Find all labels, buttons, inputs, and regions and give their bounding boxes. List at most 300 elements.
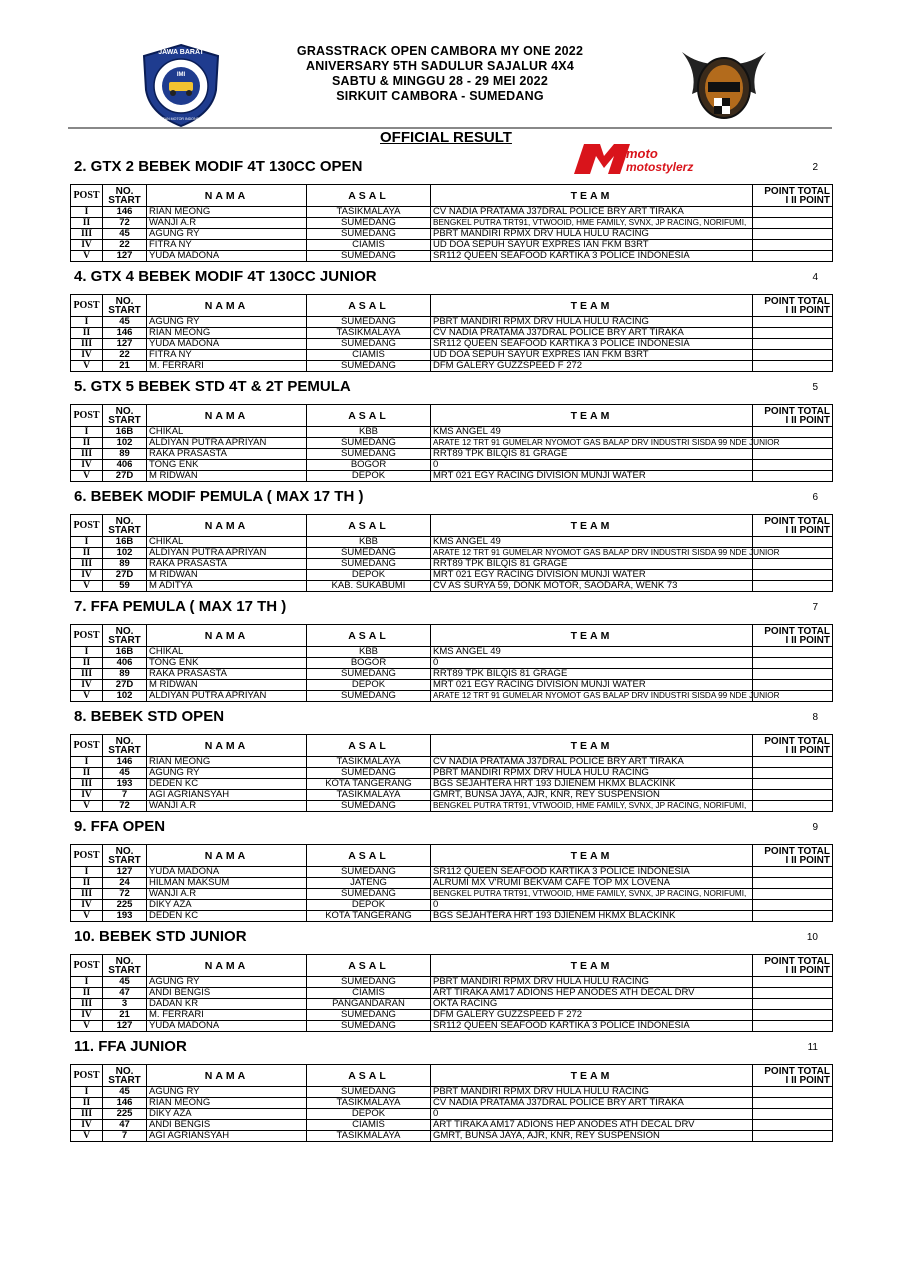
position: IV	[71, 240, 103, 251]
start-number: 127	[103, 251, 147, 262]
result-row	[71, 229, 833, 240]
start-number: 45	[103, 1087, 147, 1098]
start-number: 22	[103, 350, 147, 361]
rider-name: AGUNG RY	[147, 1087, 307, 1098]
header-points: POINT TOTAL I II POINT	[753, 515, 833, 537]
position: I	[71, 317, 103, 328]
points-cell	[753, 801, 833, 812]
position: III	[71, 559, 103, 570]
result-row	[71, 449, 833, 460]
header-nama: NAMA	[147, 185, 307, 207]
rider-team: KMS ANGEL 49	[431, 427, 753, 438]
result-row	[71, 900, 833, 911]
table-header	[71, 735, 833, 757]
header-points: POINT TOTAL I II POINT	[753, 405, 833, 427]
rider-origin: CIAMIS	[307, 1120, 431, 1131]
start-number: 45	[103, 977, 147, 988]
result-row	[71, 779, 833, 790]
rider-name: AGUNG RY	[147, 229, 307, 240]
header-asal: ASAL	[307, 405, 431, 427]
rider-team: PBRT MANDIRI RPMX DRV HULA HULU RACING	[431, 317, 753, 328]
results-table	[70, 734, 833, 812]
class-title: 2. GTX 2 BEBEK MODIF 4T 130CC OPEN	[74, 158, 363, 175]
rider-team: ART TIRAKA AM17 ADIONS HEP ANODES ATH DECAL DRV	[431, 1120, 753, 1131]
rider-name: M RIDWAN	[147, 680, 307, 691]
start-number: 24	[103, 878, 147, 889]
rider-name: RIAN MEONG	[147, 757, 307, 768]
start-number: 22	[103, 240, 147, 251]
rider-team: MRT 021 EGY RACING DIVISION MUNJI WATER	[431, 570, 753, 581]
rider-team: SR112 QUEEN SEAFOOD KARTIKA 3 POLICE INDONESIA	[431, 1021, 753, 1032]
table-header	[71, 185, 833, 207]
header-asal: ASAL	[307, 845, 431, 867]
points-cell	[753, 427, 833, 438]
rider-name: M RIDWAN	[147, 471, 307, 482]
class-title: 7. FFA PEMULA ( MAX 17 TH )	[74, 598, 287, 615]
points-cell	[753, 878, 833, 889]
rider-team: ARATE 12 TRT 91 GUMELAR NYOMOT GAS BALAP DRV INDUSTRI SISDA 99 NDE JUNIOR	[431, 548, 753, 559]
rider-origin: DEPOK	[307, 570, 431, 581]
points-cell	[753, 1098, 833, 1109]
rider-origin: SUMEDANG	[307, 889, 431, 900]
rider-origin: TASIKMALAYA	[307, 790, 431, 801]
header-post: POST	[71, 405, 103, 427]
points-cell	[753, 317, 833, 328]
rider-name: TONG ENK	[147, 658, 307, 669]
result-row	[71, 1087, 833, 1098]
rider-name: HILMAN MAKSUM	[147, 878, 307, 889]
rider-team: CV NADIA PRATAMA J37DRAL POLICE BRY ART TIRAKA	[431, 1098, 753, 1109]
rider-origin: SUMEDANG	[307, 218, 431, 229]
points-cell	[753, 570, 833, 581]
points-cell	[753, 999, 833, 1010]
rider-team: CV NADIA PRATAMA J37DRAL POLICE BRY ART TIRAKA	[431, 207, 753, 218]
position: III	[71, 449, 103, 460]
result-row	[71, 1131, 833, 1142]
result-row	[71, 1098, 833, 1109]
results-table	[70, 514, 833, 592]
header-post: POST	[71, 515, 103, 537]
rider-team: ART TIRAKA AM17 ADIONS HEP ANODES ATH DECAL DRV	[431, 988, 753, 999]
rider-name: RIAN MEONG	[147, 207, 307, 218]
result-row	[71, 339, 833, 350]
header-asal: ASAL	[307, 185, 431, 207]
points-cell	[753, 900, 833, 911]
start-number: 47	[103, 988, 147, 999]
start-number: 406	[103, 658, 147, 669]
rider-name: AGI AGRIANSYAH	[147, 1131, 307, 1142]
rider-team: 0	[431, 1109, 753, 1120]
header-post: POST	[71, 185, 103, 207]
header-points: POINT TOTAL I II POINT	[753, 185, 833, 207]
rider-team: PBRT MANDIRI RPMX DRV HULA HULU RACING	[431, 768, 753, 779]
rider-name: ALDIYAN PUTRA APRIYAN	[147, 438, 307, 449]
class-number: 4	[812, 272, 818, 283]
rider-origin: SUMEDANG	[307, 449, 431, 460]
results-table	[70, 624, 833, 702]
start-number: 72	[103, 218, 147, 229]
rider-name: AGUNG RY	[147, 977, 307, 988]
start-number: 102	[103, 548, 147, 559]
results-table	[70, 1064, 833, 1142]
rider-name: M ADITYA	[147, 581, 307, 592]
rider-name: DEDEN KC	[147, 779, 307, 790]
points-cell	[753, 339, 833, 350]
header-nama: NAMA	[147, 1065, 307, 1087]
position: IV	[71, 900, 103, 911]
class-number: 9	[812, 822, 818, 833]
rider-origin: TASIKMALAYA	[307, 1131, 431, 1142]
rider-origin: TASIKMALAYA	[307, 757, 431, 768]
header-team: TEAM	[431, 515, 753, 537]
rider-team: ARATE 12 TRT 91 GUMELAR NYOMOT GAS BALAP DRV INDUSTRI SISDA 99 NDE JUNIOR	[431, 691, 753, 702]
rider-team: UD DOA SEPUH SAYUR EXPRES IAN FKM B3RT	[431, 350, 753, 361]
points-cell	[753, 867, 833, 878]
rider-name: CHIKAL	[147, 537, 307, 548]
points-cell	[753, 911, 833, 922]
result-row	[71, 460, 833, 471]
header-team: TEAM	[431, 955, 753, 977]
start-number: 45	[103, 229, 147, 240]
result-row	[71, 867, 833, 878]
class-title: 11. FFA JUNIOR	[74, 1038, 187, 1055]
rider-origin: SUMEDANG	[307, 669, 431, 680]
title-line-3: SABTU & MINGGU 28 - 29 MEI 2022	[332, 74, 548, 88]
rider-origin: PANGANDARAN	[307, 999, 431, 1010]
header-no-start: NO. START	[103, 625, 147, 647]
rider-origin: KOTA TANGERANG	[307, 779, 431, 790]
result-row	[71, 768, 833, 779]
header-no-start: NO. START	[103, 185, 147, 207]
header-no-start: NO. START	[103, 1065, 147, 1087]
result-row	[71, 240, 833, 251]
points-cell	[753, 1120, 833, 1131]
class-title: 5. GTX 5 BEBEK STD 4T & 2T PEMULA	[74, 378, 351, 395]
start-number: 47	[103, 1120, 147, 1131]
points-cell	[753, 460, 833, 471]
rider-name: WANJI A.R	[147, 801, 307, 812]
table-header	[71, 845, 833, 867]
rider-team: DFM GALERY GUZZSPEED F 272	[431, 1010, 753, 1021]
position: II	[71, 548, 103, 559]
start-number: 7	[103, 1131, 147, 1142]
results-table	[70, 404, 833, 482]
position: V	[71, 911, 103, 922]
rider-name: RIAN MEONG	[147, 1098, 307, 1109]
rider-name: DADAN KR	[147, 999, 307, 1010]
position: I	[71, 537, 103, 548]
rider-origin: SUMEDANG	[307, 691, 431, 702]
motostylerz-sponsor-logo	[570, 138, 694, 180]
rider-team: ARATE 12 TRT 91 GUMELAR NYOMOT GAS BALAP DRV INDUSTRI SISDA 99 NDE JUNIOR	[431, 438, 753, 449]
rider-name: TONG ENK	[147, 460, 307, 471]
rider-team: UD DOA SEPUH SAYUR EXPRES IAN FKM B3RT	[431, 240, 753, 251]
position: III	[71, 889, 103, 900]
rider-name: RAKA PRASASTA	[147, 449, 307, 460]
rider-origin: SUMEDANG	[307, 977, 431, 988]
start-number: 89	[103, 449, 147, 460]
position: V	[71, 1021, 103, 1032]
rider-team: BGS SEJAHTERA HRT 193 DJIENEM HKMX BLACKINK	[431, 779, 753, 790]
points-cell	[753, 889, 833, 900]
position: V	[71, 251, 103, 262]
position: IV	[71, 680, 103, 691]
rider-name: FITRA NY	[147, 240, 307, 251]
position: I	[71, 647, 103, 658]
class-title: 6. BEBEK MODIF PEMULA ( MAX 17 TH )	[74, 488, 364, 505]
result-row	[71, 317, 833, 328]
table-header	[71, 515, 833, 537]
position: I	[71, 1087, 103, 1098]
start-number: 72	[103, 889, 147, 900]
header-points: POINT TOTAL I II POINT	[753, 735, 833, 757]
result-row	[71, 581, 833, 592]
result-row	[71, 548, 833, 559]
rider-origin: CIAMIS	[307, 350, 431, 361]
rider-team: BENGKEL PUTRA TRT91, VTWOOID, HME FAMILY, SVNX, JP RACING, NORIFUMI,	[431, 801, 753, 812]
rider-team: CV AS SURYA 59, DONK MOTOR, SAODARA, WENK 73	[431, 581, 753, 592]
header-nama: NAMA	[147, 625, 307, 647]
rider-team: GMRT, BUNSA JAYA, AJR, KNR, REY SUSPENSION	[431, 790, 753, 801]
rider-name: YUDA MADONA	[147, 251, 307, 262]
start-number: 225	[103, 900, 147, 911]
rider-team: KMS ANGEL 49	[431, 647, 753, 658]
header-nama: NAMA	[147, 955, 307, 977]
result-row	[71, 680, 833, 691]
rider-team: GMRT, BUNSA JAYA, AJR, KNR, REY SUSPENSION	[431, 1131, 753, 1142]
start-number: 127	[103, 867, 147, 878]
result-row	[71, 361, 833, 372]
rider-name: RIAN MEONG	[147, 328, 307, 339]
start-number: 102	[103, 691, 147, 702]
rider-origin: TASIKMALAYA	[307, 1098, 431, 1109]
position: II	[71, 1098, 103, 1109]
rider-name: DIKY AZA	[147, 1109, 307, 1120]
rider-origin: KAB. SUKABUMI	[307, 581, 431, 592]
start-number: 146	[103, 328, 147, 339]
header-team: TEAM	[431, 185, 753, 207]
class-number: 11	[807, 1042, 818, 1053]
position: II	[71, 658, 103, 669]
position: III	[71, 999, 103, 1010]
header-nama: NAMA	[147, 515, 307, 537]
start-number: 16B	[103, 647, 147, 658]
rider-origin: SUMEDANG	[307, 438, 431, 449]
start-number: 45	[103, 317, 147, 328]
result-row	[71, 757, 833, 768]
start-number: 193	[103, 779, 147, 790]
rider-team: KMS ANGEL 49	[431, 537, 753, 548]
points-cell	[753, 218, 833, 229]
start-number: 127	[103, 1021, 147, 1032]
start-number: 27D	[103, 471, 147, 482]
result-row	[71, 1120, 833, 1131]
rider-team: PBRT MANDIRI RPMX DRV HULA HULU RACING	[431, 1087, 753, 1098]
rider-origin: KBB	[307, 647, 431, 658]
rider-origin: SUMEDANG	[307, 548, 431, 559]
header-points: POINT TOTAL I II POINT	[753, 955, 833, 977]
rider-team: PBRT MANDIRI RPMX DRV HULA HULU RACING	[431, 977, 753, 988]
imi-jawa-barat-logo	[138, 42, 224, 128]
table-header	[71, 295, 833, 317]
rider-name: CHIKAL	[147, 647, 307, 658]
position: IV	[71, 570, 103, 581]
position: I	[71, 427, 103, 438]
rider-name: CHIKAL	[147, 427, 307, 438]
club-emblem-logo	[678, 42, 770, 128]
points-cell	[753, 449, 833, 460]
points-cell	[753, 559, 833, 570]
rider-team: 0	[431, 658, 753, 669]
points-cell	[753, 647, 833, 658]
start-number: 146	[103, 207, 147, 218]
rider-team: SR112 QUEEN SEAFOOD KARTIKA 3 POLICE INDONESIA	[431, 867, 753, 878]
rider-name: AGUNG RY	[147, 768, 307, 779]
table-header	[71, 405, 833, 427]
position: I	[71, 207, 103, 218]
points-cell	[753, 1021, 833, 1032]
points-cell	[753, 361, 833, 372]
header-team: TEAM	[431, 405, 753, 427]
position: V	[71, 691, 103, 702]
points-cell	[753, 581, 833, 592]
start-number: 45	[103, 768, 147, 779]
rider-origin: DEPOK	[307, 1109, 431, 1120]
result-row	[71, 977, 833, 988]
position: IV	[71, 1120, 103, 1131]
official-result-heading: OFFICIAL RESULT	[380, 129, 512, 146]
result-row	[71, 218, 833, 229]
rider-name: RAKA PRASASTA	[147, 559, 307, 570]
rider-name: WANJI A.R	[147, 889, 307, 900]
start-number: 102	[103, 438, 147, 449]
rider-origin: DEPOK	[307, 900, 431, 911]
header-team: TEAM	[431, 845, 753, 867]
event-title	[250, 44, 630, 104]
position: II	[71, 218, 103, 229]
points-cell	[753, 471, 833, 482]
position: II	[71, 768, 103, 779]
rider-team: SR112 QUEEN SEAFOOD KARTIKA 3 POLICE INDONESIA	[431, 251, 753, 262]
svg-text:moto: moto	[626, 146, 658, 161]
class-number: 10	[806, 932, 818, 943]
header-no-start: NO. START	[103, 955, 147, 977]
start-number: 146	[103, 1098, 147, 1109]
rider-team: BENGKEL PUTRA TRT91, VTWOOID, HME FAMILY, SVNX, JP RACING, NORIFUMI,	[431, 218, 753, 229]
rider-name: YUDA MADONA	[147, 867, 307, 878]
start-number: 21	[103, 361, 147, 372]
rider-team: CV NADIA PRATAMA J37DRAL POLICE BRY ART TIRAKA	[431, 757, 753, 768]
class-number: 5	[812, 382, 818, 393]
rider-origin: SUMEDANG	[307, 317, 431, 328]
header-post: POST	[71, 845, 103, 867]
result-row	[71, 328, 833, 339]
header-points: POINT TOTAL I II POINT	[753, 845, 833, 867]
points-cell	[753, 790, 833, 801]
rider-origin: SUMEDANG	[307, 1087, 431, 1098]
result-row	[71, 878, 833, 889]
position: III	[71, 1109, 103, 1120]
rider-team: SR112 QUEEN SEAFOOD KARTIKA 3 POLICE INDONESIA	[431, 339, 753, 350]
position: III	[71, 779, 103, 790]
points-cell	[753, 1087, 833, 1098]
header-nama: NAMA	[147, 405, 307, 427]
rider-name: M. FERRARI	[147, 361, 307, 372]
header-no-start: NO. START	[103, 515, 147, 537]
start-number: 89	[103, 559, 147, 570]
class-number: 7	[812, 602, 818, 613]
result-row	[71, 988, 833, 999]
rider-name: RAKA PRASASTA	[147, 669, 307, 680]
results-table	[70, 294, 833, 372]
svg-text:JAWA BARAT: JAWA BARAT	[158, 49, 204, 56]
start-number: 225	[103, 1109, 147, 1120]
points-cell	[753, 988, 833, 999]
svg-text:IKATAN MOTOR INDONESIA: IKATAN MOTOR INDONESIA	[157, 117, 205, 121]
header-team: TEAM	[431, 625, 753, 647]
rider-name: M. FERRARI	[147, 1010, 307, 1021]
table-header	[71, 955, 833, 977]
start-number: 27D	[103, 570, 147, 581]
position: V	[71, 581, 103, 592]
rider-origin: SUMEDANG	[307, 867, 431, 878]
rider-name: DIKY AZA	[147, 900, 307, 911]
result-row	[71, 350, 833, 361]
result-row	[71, 801, 833, 812]
header-asal: ASAL	[307, 515, 431, 537]
points-cell	[753, 680, 833, 691]
position: II	[71, 328, 103, 339]
points-cell	[753, 350, 833, 361]
header-post: POST	[71, 625, 103, 647]
header-post: POST	[71, 735, 103, 757]
rider-origin: TASIKMALAYA	[307, 207, 431, 218]
rider-origin: SUMEDANG	[307, 229, 431, 240]
result-row	[71, 889, 833, 900]
header-team: TEAM	[431, 735, 753, 757]
rider-origin: DEPOK	[307, 680, 431, 691]
table-header	[71, 1065, 833, 1087]
rider-team: RRT89 TPK BILQIS 81 GRAGE	[431, 559, 753, 570]
rider-origin: KOTA TANGERANG	[307, 911, 431, 922]
points-cell	[753, 1109, 833, 1120]
rider-origin: JATENG	[307, 878, 431, 889]
start-number: 16B	[103, 537, 147, 548]
rider-origin: CIAMIS	[307, 240, 431, 251]
header-post: POST	[71, 955, 103, 977]
rider-origin: TASIKMALAYA	[307, 328, 431, 339]
rider-team: PBRT MANDIRI RPMX DRV HULA HULU RACING	[431, 229, 753, 240]
header-no-start: NO. START	[103, 735, 147, 757]
result-row	[71, 537, 833, 548]
header-asal: ASAL	[307, 625, 431, 647]
rider-name: AGI AGRIANSYAH	[147, 790, 307, 801]
result-row	[71, 647, 833, 658]
position: III	[71, 669, 103, 680]
header-asal: ASAL	[307, 1065, 431, 1087]
position: II	[71, 988, 103, 999]
start-number: 16B	[103, 427, 147, 438]
result-row	[71, 1109, 833, 1120]
header-no-start: NO. START	[103, 405, 147, 427]
rider-name: ANDI BENGIS	[147, 988, 307, 999]
points-cell	[753, 328, 833, 339]
rider-origin: CIAMIS	[307, 988, 431, 999]
points-cell	[753, 757, 833, 768]
points-cell	[753, 658, 833, 669]
position: II	[71, 878, 103, 889]
title-line-4: SIRKUIT CAMBORA - SUMEDANG	[336, 89, 544, 103]
